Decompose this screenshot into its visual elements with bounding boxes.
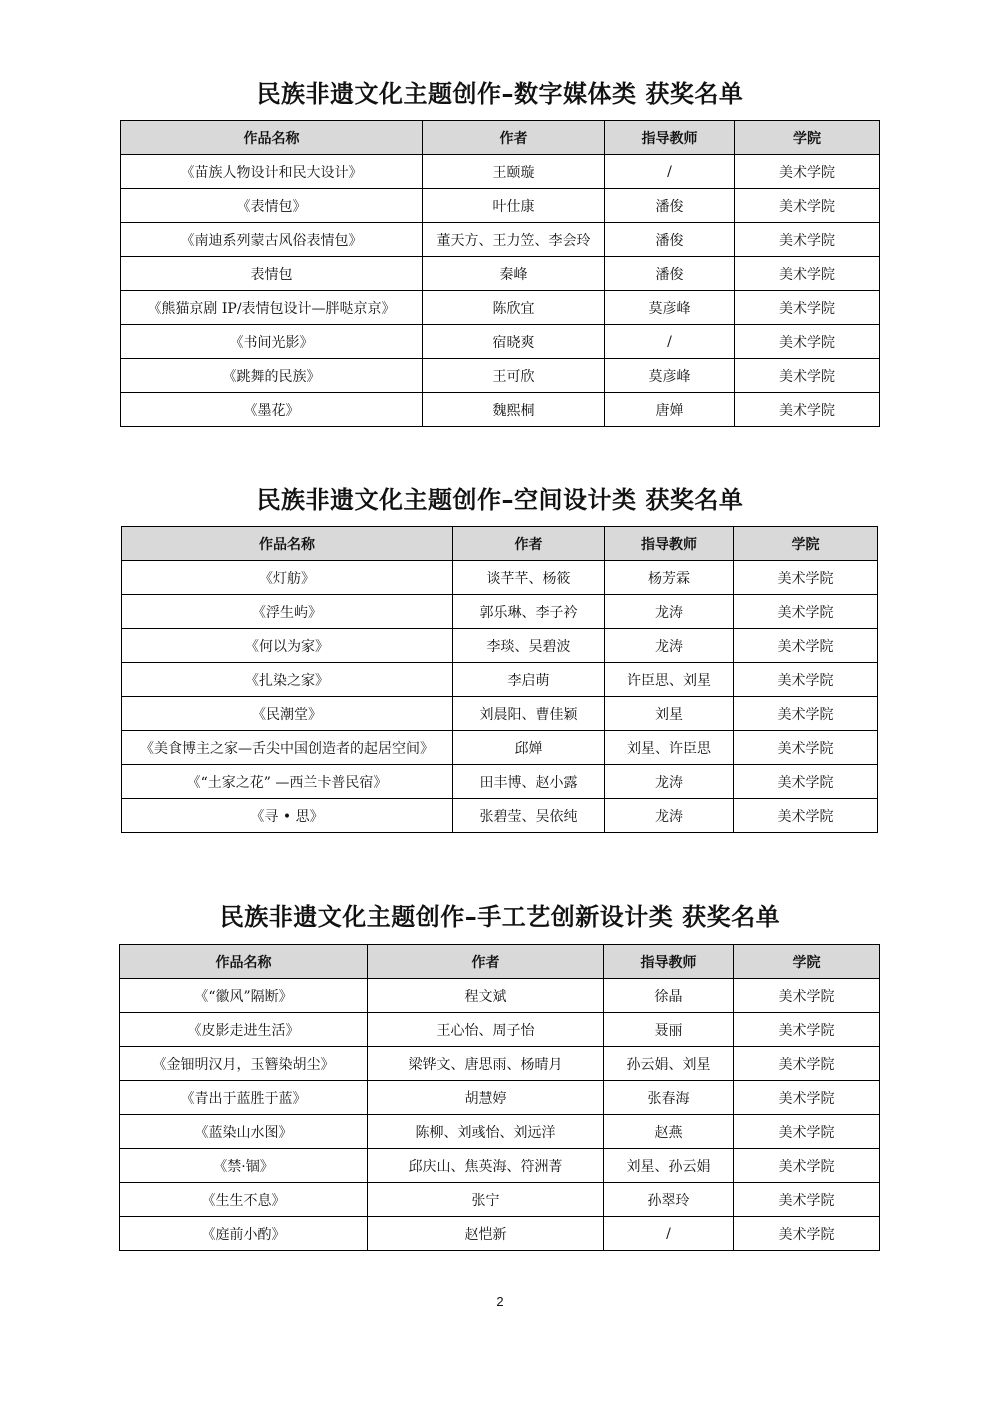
table-row [122,765,878,799]
page-number: 2 [496,1294,504,1309]
college-cell: 美术学院 [735,359,880,393]
author-cell: 胡慧婷 [368,1081,604,1115]
table-row [122,697,878,731]
advisor-cell: 徐晶 [604,979,734,1013]
college-cell: 美术学院 [734,765,878,799]
advisor-cell: 杨芳霖 [605,561,734,595]
advisor-cell: 龙涛 [605,595,734,629]
author-cell: 宿晓爽 [423,325,605,359]
advisor-cell: 孙翠玲 [604,1183,734,1217]
advisor-cell: / [604,1217,734,1251]
advisor-cell: 龙涛 [605,765,734,799]
table-row [121,325,880,359]
table-row [122,629,878,663]
header-work-title: 作品名称 [121,121,423,155]
work-title-cell: 《民潮堂》 [122,697,453,731]
advisor-cell: 张春海 [604,1081,734,1115]
college-cell: 美术学院 [735,189,880,223]
author-cell: 邱庆山、焦英海、符洲菁 [368,1149,604,1183]
work-title-cell: 《美食博主之家—舌尖中国创造者的起居空间》 [122,731,453,765]
work-title-cell: 《蓝染山水图》 [120,1115,368,1149]
work-title-cell: 《扎染之家》 [122,663,453,697]
header-college: 学院 [735,121,880,155]
award-table-space-design [121,526,878,833]
college-cell: 美术学院 [735,257,880,291]
author-cell: 张宁 [368,1183,604,1217]
author-cell: 张碧莹、吴依纯 [453,799,605,833]
college-cell: 美术学院 [734,561,878,595]
advisor-cell: 刘星、许臣思 [605,731,734,765]
advisor-cell: / [605,155,735,189]
section-title-digital-media: 民族非遗文化主题创作–数字媒体类 获奖名单 [256,80,744,108]
author-cell: 陈柳、刘彧怡、刘远洋 [368,1115,604,1149]
work-title-cell: 《灯舫》 [122,561,453,595]
advisor-cell: 刘星 [605,697,734,731]
header-author: 作者 [453,527,605,561]
author-cell: 董天方、王力笠、李会玲 [423,223,605,257]
table-row [121,189,880,223]
award-table-handicraft [119,944,880,1251]
author-cell: 梁铧文、唐思雨、杨晴月 [368,1047,604,1081]
table-row [122,561,878,595]
header-college: 学院 [734,945,880,979]
author-cell: 李启萌 [453,663,605,697]
college-cell: 美术学院 [734,1047,880,1081]
award-table-digital-media [120,120,880,427]
author-cell: 李琰、吴碧波 [453,629,605,663]
table-row [121,257,880,291]
work-title-cell: 《表情包》 [121,189,423,223]
table-row [121,155,880,189]
table-row [120,1217,880,1251]
college-cell: 美术学院 [734,1183,880,1217]
table-row [121,223,880,257]
work-title-cell: 《墨花》 [121,393,423,427]
work-title-cell: 《寻 • 思》 [122,799,453,833]
college-cell: 美术学院 [734,697,878,731]
header-advisor: 指导教师 [604,945,734,979]
advisor-cell: 潘俊 [605,223,735,257]
header-author: 作者 [423,121,605,155]
college-cell: 美术学院 [735,325,880,359]
table-row [120,1047,880,1081]
work-title-cell: 《“徽风”隔断》 [120,979,368,1013]
college-cell: 美术学院 [734,799,878,833]
author-cell: 魏熙桐 [423,393,605,427]
work-title-cell: 《书间光影》 [121,325,423,359]
table-row [121,291,880,325]
table-row [122,799,878,833]
author-cell: 赵恺新 [368,1217,604,1251]
college-cell: 美术学院 [734,1013,880,1047]
college-cell: 美术学院 [734,663,878,697]
advisor-cell: 莫彦峰 [605,359,735,393]
work-title-cell: 《皮影走进生活》 [120,1013,368,1047]
author-cell: 秦峰 [423,257,605,291]
table-header-row [122,527,878,561]
college-cell: 美术学院 [735,223,880,257]
advisor-cell: / [605,325,735,359]
table-row [121,359,880,393]
table-body [120,979,880,1251]
advisor-cell: 龙涛 [605,629,734,663]
advisor-cell: 唐婵 [605,393,735,427]
college-cell: 美术学院 [734,731,878,765]
college-cell: 美术学院 [735,291,880,325]
work-title-cell: 《“土家之花” —西兰卡普民宿》 [122,765,453,799]
header-author: 作者 [368,945,604,979]
author-cell: 刘晨阳、曹佳颖 [453,697,605,731]
advisor-cell: 莫彦峰 [605,291,735,325]
table-header-row [120,945,880,979]
section-title-handicraft: 民族非遗文化主题创作–手工艺创新设计类 获奖名单 [219,903,781,931]
author-cell: 郭乐琳、李子衿 [453,595,605,629]
table-header-row [121,121,880,155]
author-cell: 程文斌 [368,979,604,1013]
advisor-cell: 许臣思、刘星 [605,663,734,697]
table-row [122,663,878,697]
author-cell: 王可欣 [423,359,605,393]
work-title-cell: 《苗族人物设计和民大设计》 [121,155,423,189]
author-cell: 邱婵 [453,731,605,765]
header-work-title: 作品名称 [122,527,453,561]
college-cell: 美术学院 [734,1115,880,1149]
work-title-cell: 《禁·锢》 [120,1149,368,1183]
college-cell: 美术学院 [735,393,880,427]
college-cell: 美术学院 [734,595,878,629]
advisor-cell: 龙涛 [605,799,734,833]
table-row [121,393,880,427]
table-row [122,731,878,765]
table-row [120,1115,880,1149]
table-row [120,1081,880,1115]
header-advisor: 指导教师 [605,527,734,561]
author-cell: 谈芊芊、杨筱 [453,561,605,595]
section-title-space-design: 民族非遗文化主题创作–空间设计类 获奖名单 [256,486,744,514]
advisor-cell: 刘星、孙云娟 [604,1149,734,1183]
author-cell: 陈欣宜 [423,291,605,325]
header-college: 学院 [734,527,878,561]
advisor-cell: 潘俊 [605,257,735,291]
college-cell: 美术学院 [734,1081,880,1115]
college-cell: 美术学院 [734,1217,880,1251]
advisor-cell: 赵燕 [604,1115,734,1149]
work-title-cell: 《跳舞的民族》 [121,359,423,393]
table-row [120,1183,880,1217]
work-title-cell: 《庭前小酌》 [120,1217,368,1251]
college-cell: 美术学院 [734,1149,880,1183]
table-body [122,561,878,833]
college-cell: 美术学院 [735,155,880,189]
college-cell: 美术学院 [734,979,880,1013]
header-work-title: 作品名称 [120,945,368,979]
work-title-cell: 表情包 [121,257,423,291]
work-title-cell: 《生生不息》 [120,1183,368,1217]
work-title-cell: 《浮生屿》 [122,595,453,629]
work-title-cell: 《何以为家》 [122,629,453,663]
table-body [121,155,880,427]
work-title-cell: 《金钿明汉月，玉簪染胡尘》 [120,1047,368,1081]
header-advisor: 指导教师 [605,121,735,155]
author-cell: 田丰博、赵小露 [453,765,605,799]
work-title-cell: 《熊猫京剧 IP/表情包设计—胖哒京京》 [121,291,423,325]
work-title-cell: 《青出于蓝胜于蓝》 [120,1081,368,1115]
author-cell: 叶仕康 [423,189,605,223]
advisor-cell: 聂丽 [604,1013,734,1047]
advisor-cell: 孙云娟、刘星 [604,1047,734,1081]
author-cell: 王心怡、周子怡 [368,1013,604,1047]
advisor-cell: 潘俊 [605,189,735,223]
table-row [120,1149,880,1183]
work-title-cell: 《南迪系列蒙古风俗表情包》 [121,223,423,257]
table-row [120,979,880,1013]
college-cell: 美术学院 [734,629,878,663]
author-cell: 王颐璇 [423,155,605,189]
table-row [122,595,878,629]
table-row [120,1013,880,1047]
